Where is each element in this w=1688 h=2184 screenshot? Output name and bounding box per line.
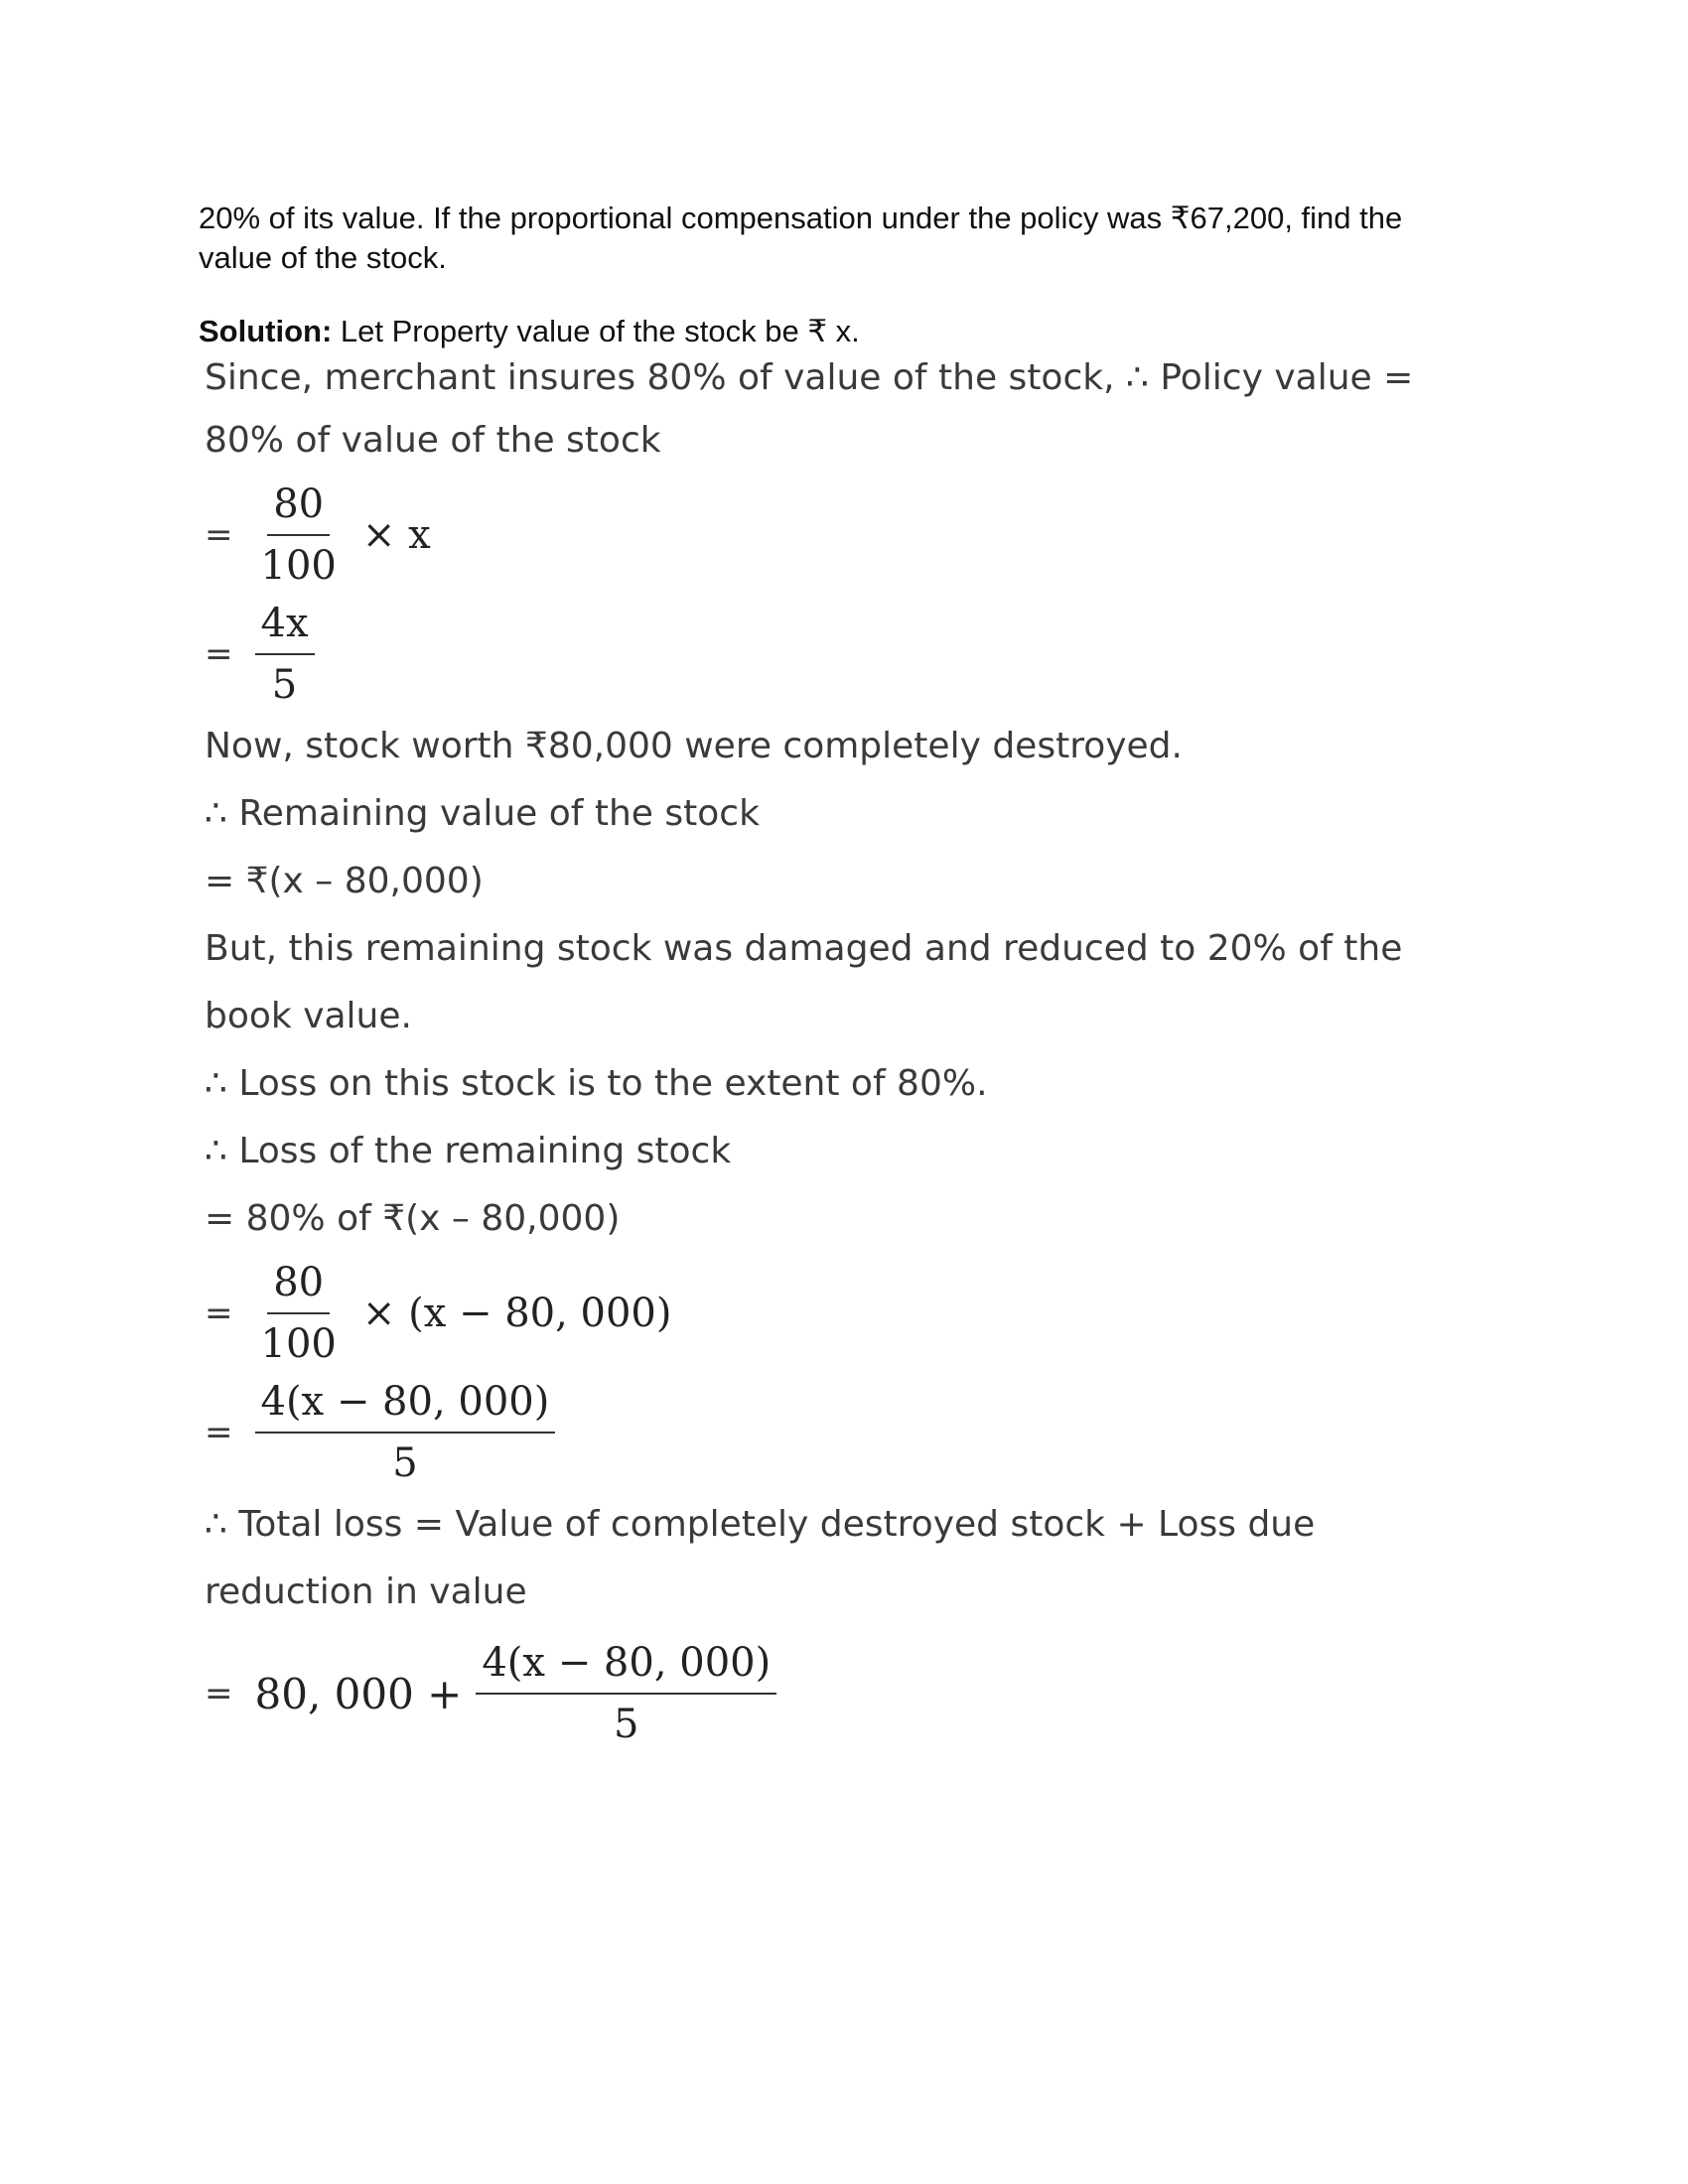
equals-sign: = <box>205 1413 233 1452</box>
fraction <box>255 1257 343 1370</box>
fraction-numerator: 80 <box>267 1257 330 1314</box>
solution-label: Solution: <box>199 314 333 348</box>
formula-loss-fraction <box>205 1253 1456 1374</box>
step-damaged: But, this remaining stock was damaged and reduced to 20% of the <box>205 928 1403 969</box>
total-loss-addend: 80, 000 + <box>254 1669 463 1718</box>
fraction-denominator: 5 <box>614 1702 639 1747</box>
formula-loss-simplified <box>205 1374 1456 1491</box>
fraction-numerator: 80 <box>267 478 330 536</box>
question-continuation: 20% of its value. If the proportional compensation under the policy was ₹67,200, find the value of the stock. <box>199 201 1403 275</box>
step-policy-value: Since, merchant insures 80% of value of the stock, ∴ Policy value = <box>205 357 1414 398</box>
step-damaged-cont: book value. <box>205 996 412 1036</box>
step-destroyed: Now, stock worth ₹80,000 were completely destroyed. <box>205 726 1183 766</box>
fraction <box>476 1637 776 1750</box>
fraction <box>255 478 343 592</box>
equals-sign: = <box>205 1674 233 1713</box>
fraction-denominator: 100 <box>260 543 337 589</box>
step-total-loss: ∴ Total loss = Value of completely destroyed stock + Loss due <box>205 1504 1316 1545</box>
fraction-numerator: 4(x − 80, 000) <box>476 1637 776 1695</box>
fraction-denominator: 5 <box>271 662 298 708</box>
formula-policy-fraction <box>205 475 1456 596</box>
fraction-numerator: 4x <box>255 598 315 655</box>
formula-total-loss <box>205 1626 1456 1761</box>
fraction <box>255 1376 556 1489</box>
equals-sign: = <box>205 634 233 674</box>
step-loss-extent: ∴ Loss on this stock is to the extent of 80%. <box>205 1063 988 1104</box>
fraction-multiplier: × x <box>361 512 431 558</box>
fraction <box>255 598 315 711</box>
solution-heading <box>199 312 860 351</box>
step-remaining: ∴ Remaining value of the stock <box>205 793 760 834</box>
step-total-loss-cont: reduction in value <box>205 1571 527 1612</box>
step-loss-remaining-value: = 80% of ₹(x – 80,000) <box>205 1198 621 1239</box>
equals-sign: = <box>205 515 233 555</box>
step-loss-remaining: ∴ Loss of the remaining stock <box>205 1131 732 1171</box>
step-remaining-value: = ₹(x – 80,000) <box>205 861 484 901</box>
step-policy-value-cont: 80% of value of the stock <box>205 420 661 461</box>
equals-sign: = <box>205 1294 233 1333</box>
fraction-numerator: 4(x − 80, 000) <box>255 1376 556 1433</box>
solution-intro: Let Property value of the stock be ₹ x. <box>332 314 860 348</box>
fraction-multiplier: × (x − 80, 000) <box>361 1291 672 1336</box>
solution-working <box>205 349 1456 1761</box>
fraction-denominator: 100 <box>260 1321 337 1367</box>
formula-policy-simplified <box>205 596 1456 713</box>
fraction-denominator: 5 <box>392 1440 418 1486</box>
